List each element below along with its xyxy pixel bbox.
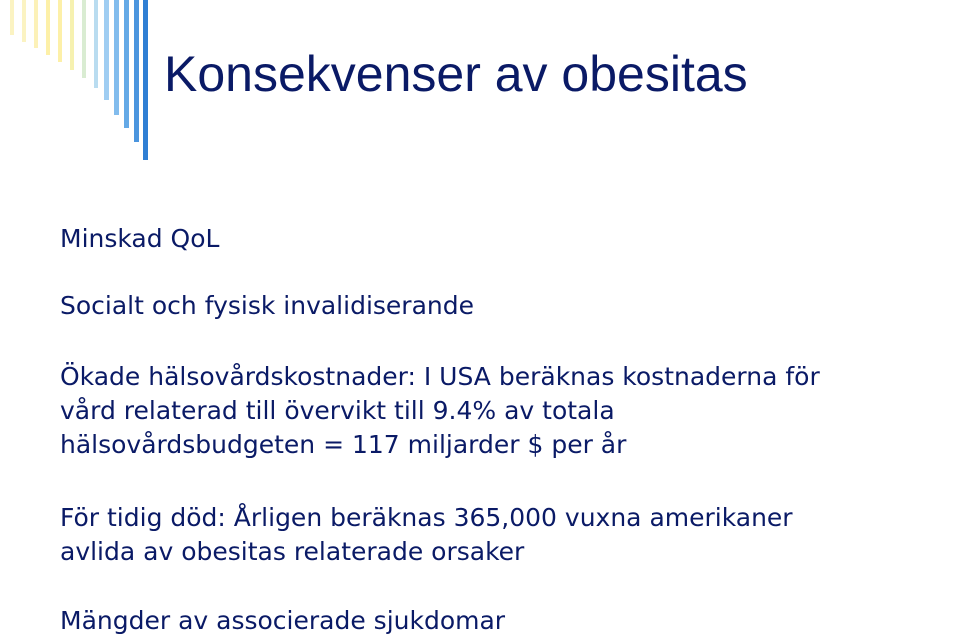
bullet-text: För tidig död: Årligen beräknas 365,000 vuxna amerikaner — [60, 503, 793, 532]
bullet-text: Ökade hälsovårdskostnader: I USA beräknas kostnaderna för — [60, 362, 820, 391]
bullet-item — [60, 289, 474, 323]
bullet-item — [60, 222, 219, 256]
stripe — [10, 0, 14, 35]
stripe — [70, 0, 74, 70]
stripe — [22, 0, 26, 42]
bullet-text: Mängder av associerade sjukdomar — [60, 606, 506, 635]
stripe — [58, 0, 62, 62]
slide-title: Konsekvenser av obesitas — [164, 46, 748, 102]
stripe — [46, 0, 50, 55]
decorative-stripes — [0, 0, 160, 170]
bullet-text: Socialt och fysisk invalidiserande — [60, 291, 474, 320]
bullet-text: hälsovårdsbudgeten = 117 miljarder $ per år — [60, 430, 627, 459]
bullet-text: Minskad QoL — [60, 224, 220, 253]
stripe — [114, 0, 119, 115]
stripe — [143, 0, 148, 160]
stripe — [34, 0, 38, 48]
bullet-text: vård relaterad till övervikt till 9.4% av totala — [60, 396, 615, 425]
bullet-text: avlida av obesitas relaterade orsaker — [60, 537, 525, 566]
stripe — [104, 0, 109, 100]
bullet-item — [60, 501, 793, 569]
stripe — [82, 0, 86, 78]
stripe — [124, 0, 129, 128]
bullet-item — [60, 360, 820, 462]
bullet-item — [60, 604, 505, 638]
stripe — [94, 0, 98, 88]
stripe — [134, 0, 139, 142]
